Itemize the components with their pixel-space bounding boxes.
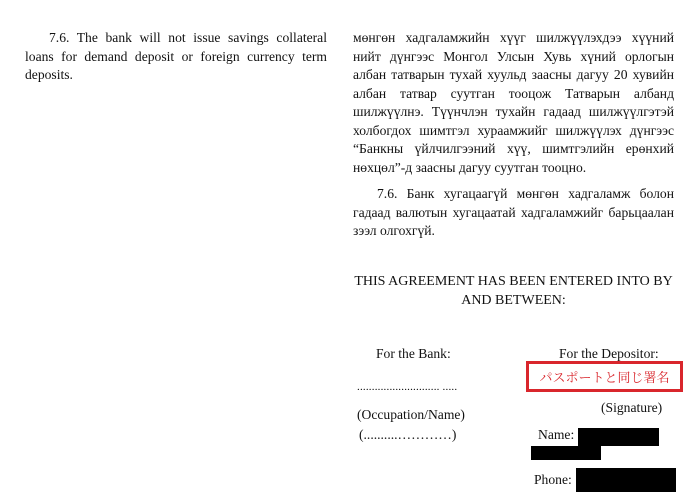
left-column <box>25 29 327 85</box>
name-label: Name: <box>538 427 575 442</box>
phone-label: Phone: <box>534 472 572 487</box>
phone-redaction-bar <box>576 468 676 492</box>
agreement-heading: THIS AGREEMENT HAS BEEN ENTERED INTO BY AND BETWEEN: <box>354 274 673 308</box>
paragraph-mongolian: мөнгөн хадгаламжийн хүүг шилжүүлэхдээ хүүний нийт дүнгээс Монгол Улсын Хувь хүний орлогын албан татварын тухай хуульд заасны дагуу 20 хувийн албан татвар суутган тооцож Татварын албанд шилжүүлнэ. Түүнчлэн тухайн гадаад шилжүүлгэтэй холбогдох шимтгэл хураамжийг шилжүүлэх дүнгээс “Банкны үйлчилгээний хүү, шимтгэлийн ерөнхий нөхцөл”-д заасны дагуу суутган тооцно. <box>353 30 674 175</box>
signature-annotation-box <box>526 361 683 392</box>
occupation-blank: (..........…………) <box>359 427 457 442</box>
clause-7-6-mongolian: 7.6. Банк хугацаагүй мөнгөн хадгаламж болон гадаад валютын хугацаатай хадгаламжийг барьцаалан зээл олгохгүй. <box>353 186 674 238</box>
name-redaction-bar-2 <box>531 446 601 460</box>
depositor-label: For the Depositor: <box>559 346 659 361</box>
occupation-label: (Occupation/Name) <box>357 407 465 422</box>
signature-annotation-text: パスポートと同じ署名 <box>539 371 670 386</box>
bank-signature-line: ............................ ..... <box>357 381 458 393</box>
name-redaction-bar <box>578 428 659 446</box>
clause-7-6-english: 7.6. The bank will not issue savings collateral loans for demand deposit or foreign currency term deposits. <box>25 30 327 82</box>
signature-label: (Signature) <box>601 400 663 415</box>
right-column <box>353 29 674 241</box>
bank-label: For the Bank: <box>376 346 451 361</box>
